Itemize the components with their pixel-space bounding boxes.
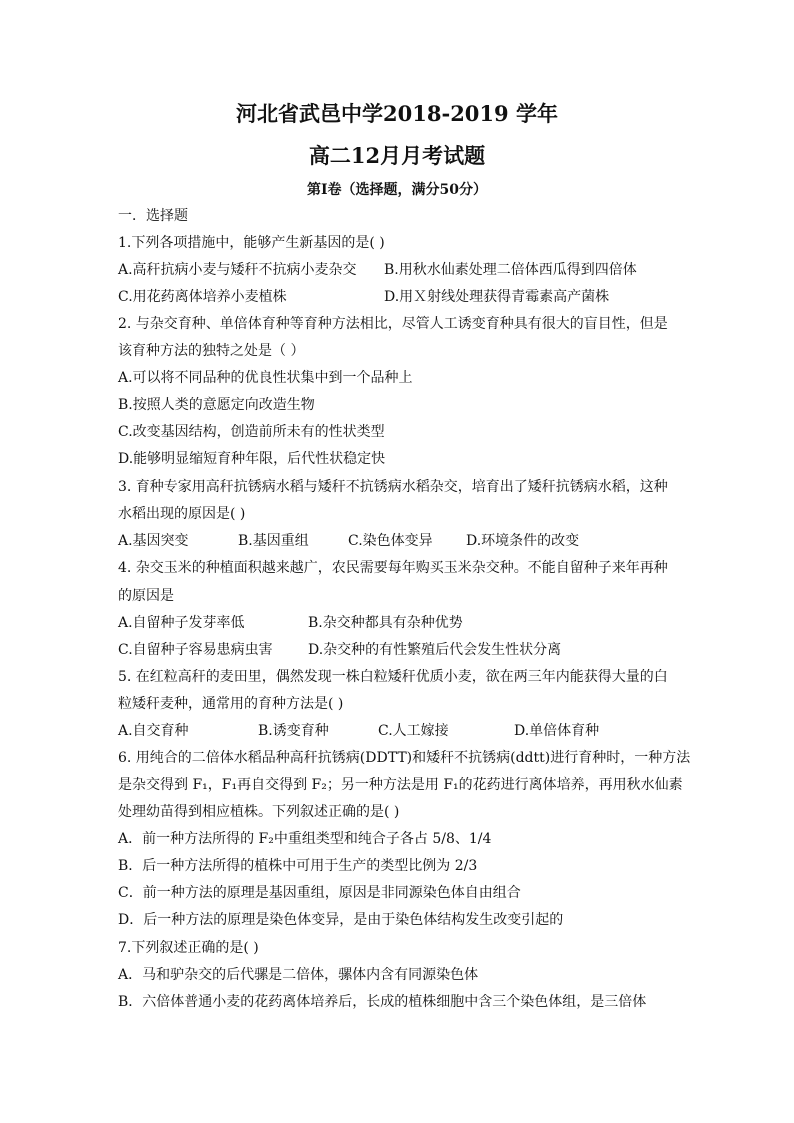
question-4-stem-line-1: 4. 杂交玉米的种植面积越来越广，农民需要每年购买玉米杂交种。不能自留种子来年再种 <box>118 560 668 576</box>
question-5-option-b: B.诱变育种 <box>258 723 329 739</box>
question-3-options-row <box>0 532 794 550</box>
question-4-options-row-2 <box>0 641 794 659</box>
question-2-stem-line-2: 该育种方法的独特之处是（ ） <box>118 343 305 359</box>
question-1-options-row-1 <box>0 261 794 279</box>
question-2-stem-line-1: 2. 与杂交育种、单倍体育种等育种方法相比，尽管人工诱变育种具有很大的盲目性，但是 <box>118 316 668 332</box>
question-2-option-b: B.按照人类的意愿定向改造生物 <box>118 397 315 413</box>
question-1-option-c: C.用花药离体培养小麦植株 <box>118 289 287 305</box>
exam-subtitle: 高二12月月考试题 <box>308 143 486 168</box>
question-3-stem-line-1: 3. 育种专家用高秆抗锈病水稻与矮秆不抗锈病水稻杂交，培育出了矮秆抗锈病水稻，这种 <box>118 479 668 495</box>
question-6-stem-line-3: 处理幼苗得到相应植株。下列叙述正确的是( ) <box>118 804 400 820</box>
question-7-option-a: A．马和驴杂交的后代骡是二倍体，骡体内含有同源染色体 <box>118 967 479 983</box>
question-3-option-d: D.环境条件的改变 <box>466 533 580 549</box>
question-2-option-c: C.改变基因结构，创造前所未有的性状类型 <box>118 424 385 440</box>
question-6-option-a: A．前一种方法所得的 F₂中重组类型和纯合子各占 5/8、1/4 <box>118 831 492 847</box>
question-4-options-row-1 <box>0 614 794 632</box>
question-1-stem: 1.下列各项措施中，能够产生新基因的是( ) <box>118 235 385 251</box>
section-header: 第Ⅰ卷（选择题，满分50分） <box>306 182 488 198</box>
question-7-stem: 7.下列叙述正确的是( ) <box>118 940 259 956</box>
question-4-stem-line-2: 的原因是 <box>118 588 174 604</box>
question-3-option-b: B.基因重组 <box>238 533 309 549</box>
question-1-option-d: D.用Ｘ射线处理获得青霉素高产菌株 <box>384 289 610 305</box>
question-5-stem-line-2: 粒矮秆麦种，通常用的育种方法是( ) <box>118 696 344 712</box>
question-6-option-b: B．后一种方法所得的植株中可用于生产的类型比例为 2/3 <box>118 858 478 874</box>
question-2-option-d: D.能够明显缩短育种年限，后代性状稳定快 <box>118 451 386 467</box>
question-6-stem-line-2: 是杂交得到 F₁，F₁再自交得到 F₂；另一种方法是用 F₁的花药进行离体培养，再用秋水仙素 <box>118 777 683 793</box>
question-5-options-row <box>0 722 794 740</box>
question-4-option-d: D.杂交种的有性繁殖后代会发生性状分离 <box>308 642 562 658</box>
question-3-stem-line-2: 水稻出现的原因是( ) <box>118 506 246 522</box>
question-4-option-b: B.杂交种都具有杂种优势 <box>308 615 463 631</box>
question-5-option-a: A.自交育种 <box>118 723 189 739</box>
section-label: 一．选择题 <box>118 208 188 224</box>
question-2-option-a: A.可以将不同品种的优良性状集中到一个品种上 <box>118 370 413 386</box>
question-5-option-d: D.单倍体育种 <box>514 723 600 739</box>
question-1-option-a: A.高秆抗病小麦与矮秆不抗病小麦杂交 <box>118 262 357 278</box>
question-6-option-c: C．前一种方法的原理是基因重组，原因是非同源染色体自由组合 <box>118 885 521 901</box>
question-5-stem-line-1: 5. 在红粒高秆的麦田里，偶然发现一株白粒矮秆优质小麦，欲在两三年内能获得大量的白 <box>118 669 668 685</box>
question-1-option-b: B.用秋水仙素处理二倍体西瓜得到四倍体 <box>384 262 637 278</box>
question-7-option-b: B．六倍体普通小麦的花药离体培养后，长成的植株细胞中含三个染色体组，是三倍体 <box>118 994 647 1010</box>
question-5-option-c: C.人工嫁接 <box>378 723 449 739</box>
question-3-option-a: A.基因突变 <box>118 533 189 549</box>
question-4-option-c: C.自留种子容易患病虫害 <box>118 642 273 658</box>
question-4-option-a: A.自留种子发芽率低 <box>118 615 245 631</box>
question-6-option-d: D．后一种方法的原理是染色体变异，是由于染色体结构发生改变引起的 <box>118 912 564 928</box>
question-3-option-c: C.染色体变异 <box>348 533 433 549</box>
exam-title: 河北省武邑中学2018-2019 学年 <box>236 101 558 126</box>
question-6-stem-line-1: 6. 用纯合的二倍体水稻品种高秆抗锈病(DDTT)和矮秆不抗锈病(ddtt)进行育种时，一种方法 <box>118 750 691 766</box>
question-1-options-row-2 <box>0 288 794 306</box>
